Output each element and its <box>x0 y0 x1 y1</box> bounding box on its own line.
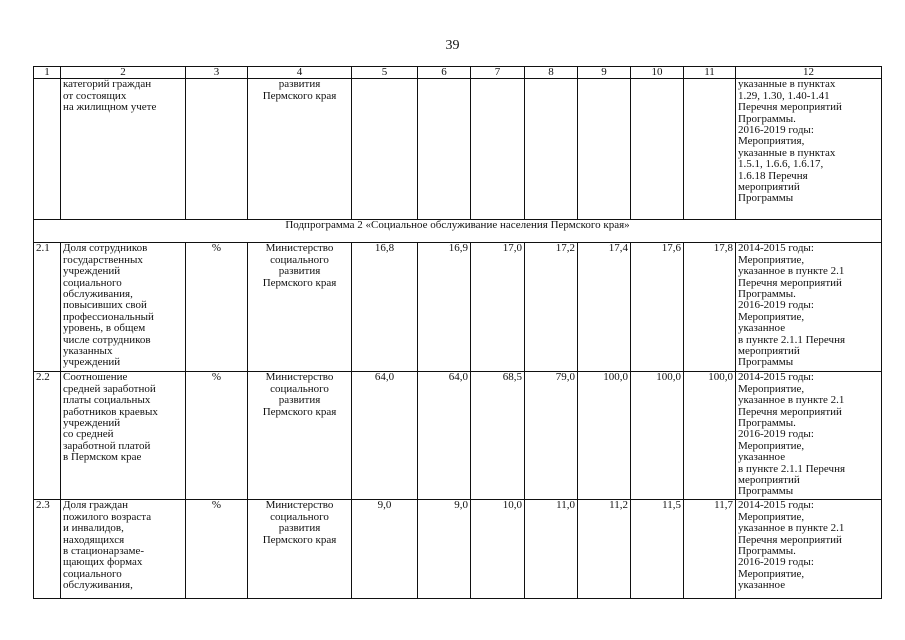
indicator-name-cell: категорий граждан от состоящих на жилищном учете <box>61 79 186 220</box>
column-header: 10 <box>631 67 684 79</box>
column-header: 8 <box>525 67 578 79</box>
column-header: 9 <box>578 67 631 79</box>
value-cell: 9,0 <box>352 500 418 599</box>
value-cell <box>418 79 471 220</box>
value-cell: 68,5 <box>471 372 525 500</box>
column-header: 4 <box>248 67 352 79</box>
value-cell: 100,0 <box>684 372 736 500</box>
value-cell <box>352 79 418 220</box>
column-header: 3 <box>186 67 248 79</box>
responsible-org-cell: развития Пермского края <box>248 79 352 220</box>
notes-cell: 2014-2015 годы: Мероприятие, указанное в пункте 2.1 Перечня мероприятий Программы. 2016-2019 годы: Мероприятие, указанное в пункте 2.1.1 Перечня мероприятий Программы <box>736 243 882 372</box>
value-cell: 16,8 <box>352 243 418 372</box>
value-cell: 17,6 <box>631 243 684 372</box>
notes-cell: 2014-2015 годы: Мероприятие, указанное в пункте 2.1 Перечня мероприятий Программы. 2016-2019 годы: Мероприятие, указанное <box>736 500 882 599</box>
subprogram-row <box>34 220 882 243</box>
value-cell <box>525 79 578 220</box>
column-number-row <box>34 67 882 79</box>
value-cell: 17,4 <box>578 243 631 372</box>
value-cell: 11,7 <box>684 500 736 599</box>
unit-cell: % <box>186 500 248 599</box>
value-cell: 11,5 <box>631 500 684 599</box>
subprogram-title: Подпрограмма 2 «Социальное обслуживание населения Пермского края» <box>34 220 882 243</box>
unit-cell: % <box>186 372 248 500</box>
row-number-cell: 2.2 <box>34 372 61 500</box>
value-cell: 11,0 <box>525 500 578 599</box>
responsible-org-cell: Министерство социального развития Пермского края <box>248 372 352 500</box>
value-cell: 64,0 <box>352 372 418 500</box>
indicator-name-cell: Доля сотрудников государственных учреждений социального обслуживания, повысивших свой профессиональный уровень, в общем числе сотрудников указанных учреждений <box>61 243 186 372</box>
responsible-org-cell: Министерство социального развития Пермского края <box>248 243 352 372</box>
value-cell: 10,0 <box>471 500 525 599</box>
row-number-cell: 2.1 <box>34 243 61 372</box>
value-cell <box>578 79 631 220</box>
value-cell: 9,0 <box>418 500 471 599</box>
value-cell: 11,2 <box>578 500 631 599</box>
value-cell: 64,0 <box>418 372 471 500</box>
row-number-cell: 2.3 <box>34 500 61 599</box>
table-row-continuation <box>34 79 882 220</box>
column-header: 7 <box>471 67 525 79</box>
unit-cell: % <box>186 243 248 372</box>
value-cell <box>471 79 525 220</box>
value-cell: 16,9 <box>418 243 471 372</box>
table-row <box>34 372 882 500</box>
table-row <box>34 243 882 372</box>
notes-cell: 2014-2015 годы: Мероприятие, указанное в пункте 2.1 Перечня мероприятий Программы. 2016-2019 годы: Мероприятие, указанное в пункте 2.1.1 Перечня мероприятий Программы <box>736 372 882 500</box>
indicator-name-cell: Соотношение средней заработной платы социальных работников краевых учреждений со средней заработной платой в Пермском крае <box>61 372 186 500</box>
responsible-org-cell: Министерство социального развития Пермского края <box>248 500 352 599</box>
column-header: 12 <box>736 67 882 79</box>
table-row <box>34 500 882 599</box>
value-cell: 79,0 <box>525 372 578 500</box>
value-cell: 100,0 <box>631 372 684 500</box>
notes-cell: указанные в пунктах 1.29, 1.30, 1.40-1.41 Перечня мероприятий Программы. 2016-2019 годы: Мероприятия, указанные в пунктах 1.5.1, 1.6.6, 1.6.17, 1.6.18 Перечня мероприятий Программы <box>736 79 882 220</box>
column-header: 5 <box>352 67 418 79</box>
column-header: 11 <box>684 67 736 79</box>
value-cell <box>684 79 736 220</box>
value-cell: 100,0 <box>578 372 631 500</box>
unit-cell <box>186 79 248 220</box>
indicators-table <box>33 66 882 599</box>
column-header: 6 <box>418 67 471 79</box>
indicator-name-cell: Доля граждан пожилого возраста и инвалидов, находящихся в стационарзаме- щающих формах социального обслуживания, <box>61 500 186 599</box>
value-cell <box>631 79 684 220</box>
page-number: 39 <box>445 38 460 53</box>
value-cell: 17,2 <box>525 243 578 372</box>
value-cell: 17,0 <box>471 243 525 372</box>
row-number-cell <box>34 79 61 220</box>
column-header: 2 <box>61 67 186 79</box>
column-header: 1 <box>34 67 61 79</box>
value-cell: 17,8 <box>684 243 736 372</box>
